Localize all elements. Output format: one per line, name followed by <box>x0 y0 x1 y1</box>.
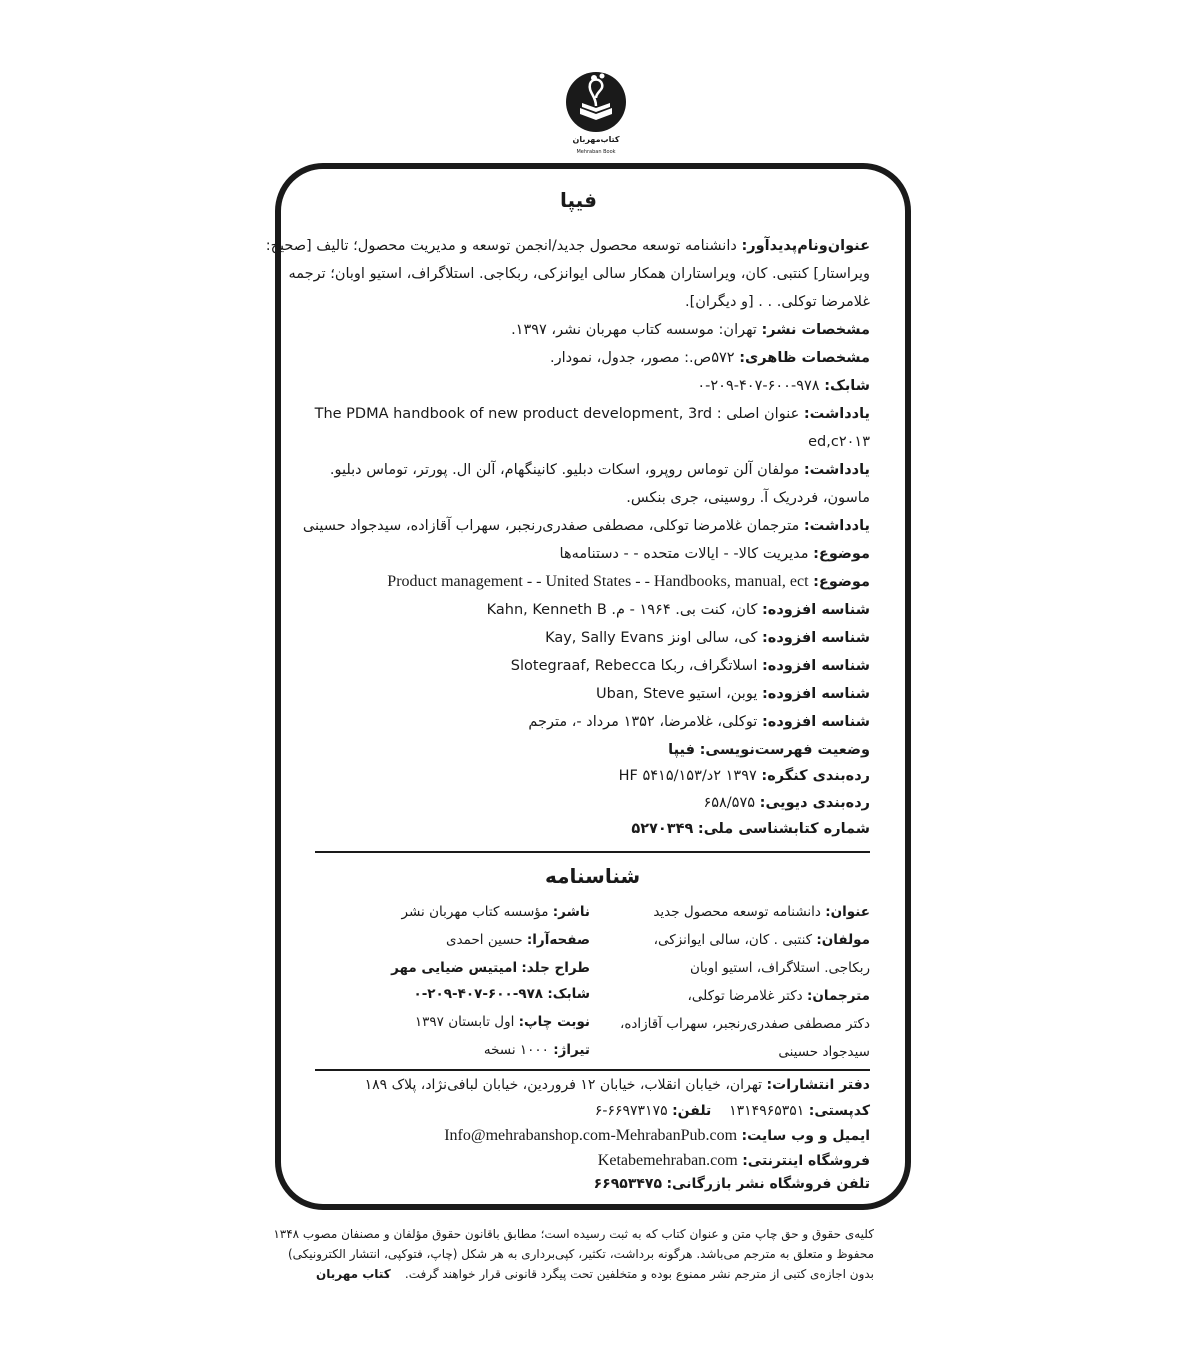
item-value: کنتبی . کان، سالی ایوانزکی، <box>653 932 813 948</box>
entry-value: مولفان آلن توماس روپرو، اسکات دبلیو. کانینگهام، آلن ال. پورتر، توماس دبلیو. <box>329 462 800 478</box>
entry-label: یادداشت: <box>803 406 870 422</box>
fipa-entry <box>528 711 870 733</box>
identity-left-item <box>484 1039 590 1061</box>
store-phone-label: تلفن فروشگاه نشر بازرگانی: <box>666 1176 870 1192</box>
item-label: نوبت چاپ: <box>518 1014 590 1030</box>
fipa-entry <box>511 319 870 341</box>
identity-right-item <box>690 957 870 979</box>
entry-value: ed,c۲۰۱۳ <box>808 434 870 450</box>
item-value: دانشنامه توسعه محصول جدید <box>653 904 821 920</box>
footer-publisher: کتاب مهربان <box>316 1267 391 1281</box>
entry-label: مشخصات نشر: <box>761 322 870 338</box>
item-label: عنوان: <box>825 904 870 920</box>
entry-value: دانشنامه توسعه محصول جدید/انجمن توسعه و مدیریت محصول؛ تالیف [صحیح: <box>265 238 737 254</box>
fipa-entry <box>330 459 870 481</box>
identity-right-item <box>778 1041 870 1063</box>
entry-value: ویراستار] کنتبی. کان، ویراستاران همکار سالی ایوانزکی، ربکاجی. استلاگراف، استیو اوبان؛ ترجمه <box>288 266 870 282</box>
fipa-entry <box>619 765 870 787</box>
entry-label: شابک: <box>824 378 870 394</box>
copyright-line: بدون اجازه‌ی کتبی از مترجم نشر ممنوع بوده و متخلفین تحت پیگرد قانونی قرار خواهند گرفت. <box>404 1267 874 1281</box>
fipa-entry <box>288 263 870 285</box>
item-value: مؤسسه کتاب مهربان نشر <box>401 904 549 920</box>
fipa-entry <box>315 403 870 425</box>
entry-label: عنوان‌ونام‌پدیدآور: <box>741 238 870 254</box>
entry-label: رده‌بندی کنگره: <box>761 768 870 784</box>
identity-left-item <box>402 901 590 923</box>
identity-right-item <box>653 901 870 923</box>
identity-left-item <box>413 983 590 1005</box>
web-label: ایمیل و وب سایت: <box>741 1128 870 1144</box>
entry-label: موضوع: <box>813 574 870 590</box>
entry-label: یادداشت: <box>803 518 870 534</box>
item-label: مترجمان: <box>806 988 870 1004</box>
office-address <box>365 1074 870 1096</box>
item-label: تیراژ: <box>553 1042 590 1058</box>
identity-left-item <box>415 1011 590 1033</box>
item-value: ۹۷۸-۶۰۰-۴۰۷-۲۰۹-۰ <box>413 986 544 1002</box>
entry-label: شناسه افزوده: <box>761 686 870 702</box>
entry-value: ۹۷۸-۶۰۰-۴۰۷-۲۰۹-۰ <box>697 378 820 394</box>
entry-label: موضوع: <box>813 546 870 562</box>
phone-label: تلفن: <box>672 1103 712 1119</box>
item-label: شابک: <box>547 986 590 1002</box>
entry-label: شناسه افزوده: <box>761 602 870 618</box>
entry-label: وضعیت فهرست‌نویسی: <box>699 742 870 758</box>
shop-value[interactable]: Ketabemehraban.com <box>597 1152 738 1169</box>
fipa-entry <box>626 487 870 509</box>
entry-value: کان، کنت بی. ۱۹۶۴ - م. Kahn, Kenneth B <box>486 602 758 618</box>
fipa-entry <box>596 683 870 705</box>
fipa-entry <box>303 515 870 537</box>
fipa-entry <box>697 375 870 397</box>
entry-value: فیپا <box>668 742 695 758</box>
entry-value: مترجمان غلامرضا توکلی، مصطفی صفدری‌رنجبر، سهراب آقازاده، سیدجواد حسینی <box>302 518 800 534</box>
fipa-title: فیپا <box>560 188 597 212</box>
entry-label: شناسه افزوده: <box>761 630 870 646</box>
fipa-entry <box>545 627 870 649</box>
shop-label: فروشگاه اینترنتی: <box>742 1153 870 1169</box>
entry-value: ۵۷۲ص.: مصور، جدول، نمودار. <box>550 350 735 366</box>
entry-label: مشخصات ظاهری: <box>739 350 870 366</box>
identity-title: شناسنامه <box>545 864 641 888</box>
fipa-entry <box>387 571 870 593</box>
identity-left-item <box>446 929 590 951</box>
publisher-logo <box>556 62 636 158</box>
web-value[interactable]: Info@mehrabanshop.com-MehrabanPub.com <box>444 1127 738 1144</box>
entry-value: ۶۵۸/۵۷۵ <box>703 795 756 811</box>
entry-value: تهران: موسسه کتاب مهربان نشر، ۱۳۹۷. <box>511 322 757 338</box>
copyright-line: محفوظ و متعلق به مترجم می‌باشد. هرگونه برداشت، تکثیر، کپی‌برداری به هر شکل (چاپ، فتوکپی، انتشار الکترونیکی) <box>287 1247 874 1261</box>
fipa-entry <box>560 543 870 565</box>
item-label: صفحه‌آرا: <box>526 932 590 948</box>
fipa-entry <box>685 291 870 313</box>
entry-label: رده‌بندی دیویی: <box>759 795 870 811</box>
entry-label: شناسه افزوده: <box>761 714 870 730</box>
item-value: اول تابستان ۱۳۹۷ <box>414 1014 515 1030</box>
fipa-entry <box>266 235 870 257</box>
logo-name-en: Mehraban Book <box>576 149 616 155</box>
entry-value: اسلاتگراف، ربکا Slotegraaf, Rebecca <box>510 658 758 674</box>
store-phone-line <box>594 1173 870 1195</box>
item-value: حسین احمدی <box>446 932 523 948</box>
store-phone-value: ۶۶۹۵۳۴۷۵ <box>593 1176 662 1192</box>
section-divider <box>315 851 870 853</box>
web-line <box>444 1125 870 1147</box>
entry-value: Product management - - United States - - Handbooks, manual, ect <box>387 573 809 590</box>
entry-value: ماسون، فردریک آ. روسینی، جری بنکس. <box>626 490 870 506</box>
copyright-line: کلیه‌ی حقوق و حق چاپ متن و عنوان کتاب که به ثبت رسیده است؛ مطابق باقانون حقوق مؤلفان و مصنفان مصوب ۱۳۴۸ <box>273 1227 874 1241</box>
office-label: دفتر انتشارات: <box>766 1077 870 1093</box>
entry-value: مدیریت کالا- - ایالات متحده - - دستنامه‌ها <box>559 546 809 562</box>
shop-line <box>598 1150 870 1172</box>
entry-value: توکلی، غلامرضا، ۱۳۵۲ مرداد -، مترجم <box>528 714 758 730</box>
identity-right-item <box>688 985 871 1007</box>
item-value: ۱۰۰۰ نسخه <box>483 1042 549 1058</box>
item-label: مولفان: <box>816 932 870 948</box>
entry-label: شناسه افزوده: <box>761 658 870 674</box>
fipa-entry <box>703 792 870 814</box>
entry-value: کی، سالی اونز Kay, Sally Evans <box>545 630 758 646</box>
item-value: امیتیس ضیایی مهر <box>391 960 518 976</box>
postal-phone-line <box>595 1100 870 1122</box>
entry-label: یادداشت: <box>803 462 870 478</box>
logo-name-fa: کتاب‌مهربان <box>572 135 620 144</box>
fipa-entry <box>550 347 870 369</box>
entry-label: شماره کتابشناسی ملی: <box>697 821 870 837</box>
identity-right-item <box>654 929 870 951</box>
entry-value: یوبن، استیو Uban, Steve <box>596 686 758 702</box>
postal-value: ۱۳۱۴۹۶۵۳۵۱ <box>729 1103 805 1119</box>
identity-right-item <box>620 1013 870 1035</box>
phone-value: ۶۶۹۷۳۱۷۵-۶ <box>594 1103 668 1119</box>
fipa-entry <box>668 739 870 761</box>
entry-value: غلامرضا توکلی. . . [و دیگران]. <box>684 294 870 310</box>
item-value: سیدجواد حسینی <box>778 1044 870 1060</box>
item-value: دکتر غلامرضا توکلی، <box>687 988 803 1004</box>
entry-value: ۱۳۹۷ ۲د/۵۴۱۵/۱۵۳ HF <box>618 768 757 784</box>
identity-left-item <box>391 957 590 979</box>
entry-value: عنوان اصلی : The PDMA handbook of new product development, 3rd <box>314 406 800 422</box>
item-value: دکتر مصطفی صفدری‌رنجبر، سهراب آقازاده، <box>619 1016 870 1032</box>
fipa-entry <box>511 655 870 677</box>
fipa-entry <box>808 431 870 453</box>
office-value: تهران، خیابان انقلاب، خیابان ۱۲ فروردین، خیابان لبافی‌نژاد، پلاک ۱۸۹ <box>364 1077 763 1093</box>
fipa-entry <box>631 818 870 840</box>
section-divider <box>315 1069 870 1071</box>
item-label: طراح جلد: <box>521 960 590 976</box>
item-label: ناشر: <box>552 904 590 920</box>
entry-value: ۵۲۷۰۳۴۹ <box>631 821 694 837</box>
fipa-entry <box>487 599 870 621</box>
postal-label: کدپستی: <box>808 1103 870 1119</box>
item-value: ربکاجی. استلاگراف، استیو اوبان <box>689 960 870 976</box>
